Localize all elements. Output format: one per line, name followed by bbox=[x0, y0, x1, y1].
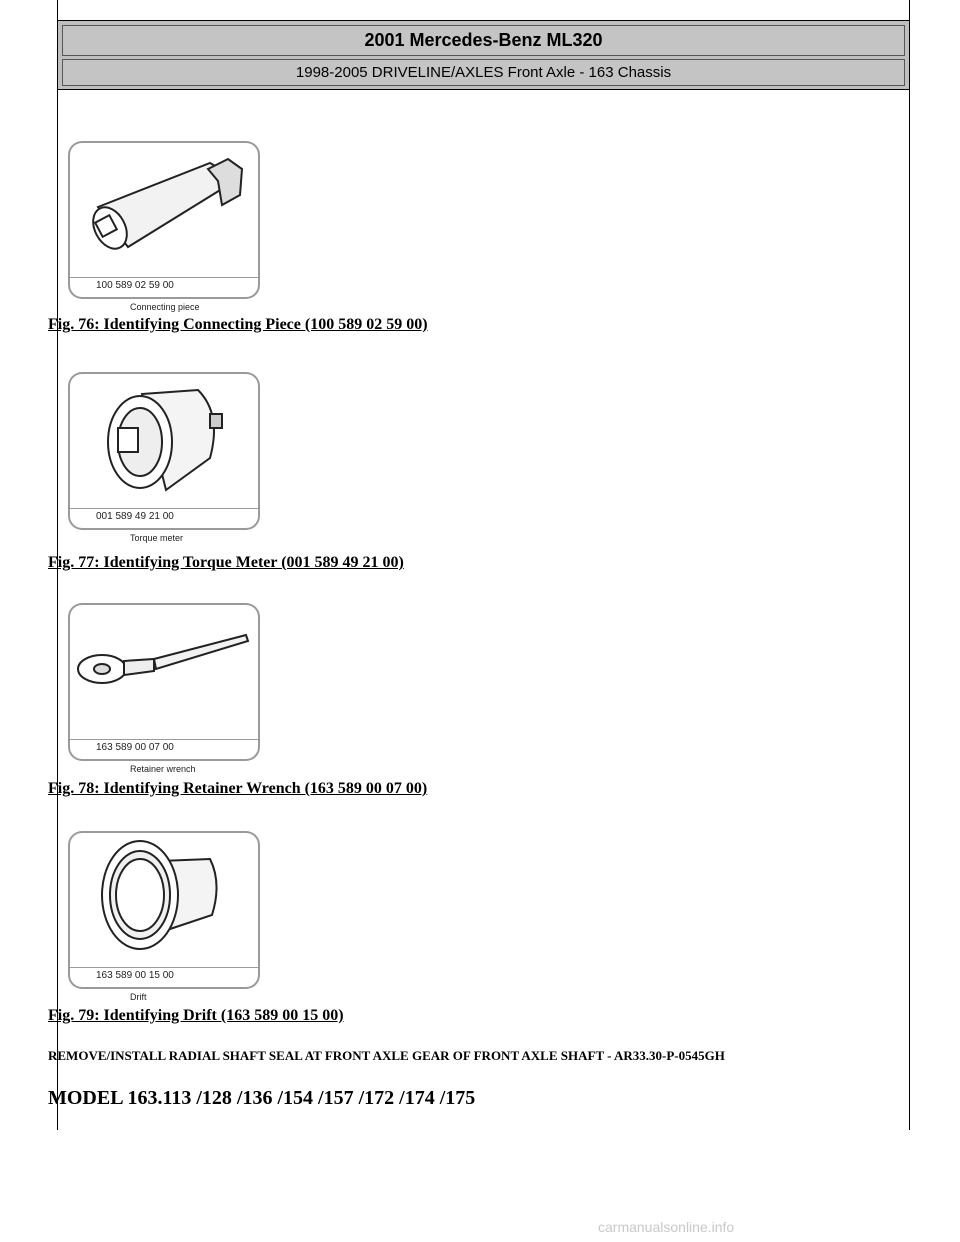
header-title: 2001 Mercedes-Benz ML320 bbox=[364, 30, 603, 50]
figure-77-frame bbox=[68, 372, 260, 508]
figure-76-footer bbox=[68, 277, 260, 299]
figure-76-tool-name: Connecting piece bbox=[130, 302, 200, 312]
figure-79-part-number: 163 589 00 15 00 bbox=[96, 970, 174, 981]
figure-78 bbox=[68, 603, 262, 774]
figure-78-part-number: 163 589 00 07 00 bbox=[96, 742, 174, 753]
header-subtitle-box bbox=[62, 59, 905, 86]
retainer-wrench-drawing bbox=[70, 605, 262, 741]
figure-79-frame bbox=[68, 831, 260, 967]
model-heading: MODEL 163.113 /128 /136 /154 /157 /172 /174 /175 bbox=[48, 1087, 476, 1109]
header-title-box bbox=[62, 25, 905, 56]
figure-77-tool-name: Torque meter bbox=[130, 533, 184, 543]
page-border-right bbox=[909, 0, 910, 1130]
watermark: carmanualsonline.info bbox=[598, 1219, 735, 1235]
torque-meter-drawing bbox=[70, 374, 262, 510]
figure-76-part-number: 100 589 02 59 00 bbox=[96, 280, 174, 291]
figure-76-frame bbox=[68, 141, 260, 277]
figure-78-frame bbox=[68, 603, 260, 739]
figure-78-footer bbox=[68, 739, 260, 761]
figure-77-caption: Fig. 77: Identifying Torque Meter (001 589 49 21 00) bbox=[48, 554, 404, 571]
figure-78-tool-name: Retainer wrench bbox=[130, 764, 196, 774]
header-subtitle: 1998-2005 DRIVELINE/AXLES Front Axle - 163 Chassis bbox=[295, 64, 672, 81]
figure-77-footer bbox=[68, 508, 260, 530]
figure-79-tool-name: Drift bbox=[130, 992, 147, 1002]
section-heading: REMOVE/INSTALL RADIAL SHAFT SEAL AT FRONT AXLE GEAR OF FRONT AXLE SHAFT - AR33.30-P-0545GH bbox=[48, 1048, 725, 1063]
figure-79-caption: Fig. 79: Identifying Drift (163 589 00 15 00) bbox=[48, 1007, 344, 1024]
figure-76 bbox=[68, 141, 262, 312]
figure-77 bbox=[68, 372, 262, 543]
drift-drawing bbox=[70, 833, 262, 969]
connecting-piece-drawing bbox=[70, 143, 262, 279]
figure-78-caption: Fig. 78: Identifying Retainer Wrench (163 589 00 07 00) bbox=[48, 780, 428, 797]
figure-79 bbox=[68, 831, 262, 1002]
figure-76-caption: Fig. 76: Identifying Connecting Piece (100 589 02 59 00) bbox=[48, 316, 428, 333]
figure-77-part-number: 001 589 49 21 00 bbox=[96, 511, 174, 522]
document-header bbox=[57, 20, 910, 90]
figure-79-footer bbox=[68, 967, 260, 989]
